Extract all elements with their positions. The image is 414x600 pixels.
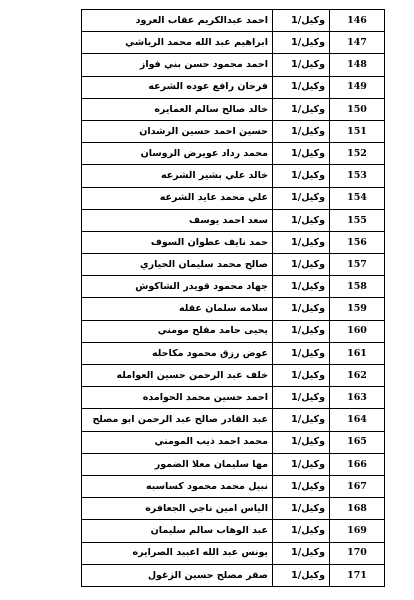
name-cell: صقر مصلح حسين الزغول [82,564,273,586]
name-cell: سعد احمد يوسف [82,209,273,231]
rank-cell: وكيل/1 [273,542,330,564]
name-cell: احمد عبدالكريم عقاب العرود [82,10,273,32]
table-row [82,32,385,54]
row-number-cell: 168 [330,498,385,520]
rank-cell: وكيل/1 [273,98,330,120]
row-number-cell: 147 [330,32,385,54]
rank-cell: وكيل/1 [273,120,330,142]
table-row [82,120,385,142]
name-cell: جهاد محمود قويدر الشاكوش [82,276,273,298]
rank-cell: وكيل/1 [273,276,330,298]
row-number-cell: 153 [330,165,385,187]
name-cell: يونس عبد الله اعبيد الصرايره [82,542,273,564]
rank-cell: وكيل/1 [273,54,330,76]
name-cell: ابراهيم عبد الله محمد الرياشي [82,32,273,54]
rank-cell: وكيل/1 [273,10,330,32]
table-row [82,475,385,497]
row-number-cell: 163 [330,387,385,409]
rank-cell: وكيل/1 [273,564,330,586]
table-row [82,187,385,209]
row-number-cell: 165 [330,431,385,453]
row-number-cell: 167 [330,475,385,497]
table-row [82,165,385,187]
name-cell: سلامه سلمان عقله [82,298,273,320]
rank-cell: وكيل/1 [273,342,330,364]
rank-cell: وكيل/1 [273,209,330,231]
row-number-cell: 155 [330,209,385,231]
row-number-cell: 162 [330,365,385,387]
row-number-cell: 148 [330,54,385,76]
name-cell: صالح محمد سليمان الحياري [82,254,273,276]
row-number-cell: 159 [330,298,385,320]
table-row [82,54,385,76]
name-cell: احمد محمود حسن بني فواز [82,54,273,76]
rank-cell: وكيل/1 [273,298,330,320]
name-cell: عبد القادر صالح عبد الرحمن ابو مصلح [82,409,273,431]
rank-cell: وكيل/1 [273,520,330,542]
name-cell: خالد صالح سالم العمايره [82,98,273,120]
rank-cell: وكيل/1 [273,231,330,253]
rank-cell: وكيل/1 [273,387,330,409]
name-cell: فرحان رافع عوده الشرعه [82,76,273,98]
name-cell: يحيى حامد مفلح مومني [82,320,273,342]
name-cell: الياس امين ناجي الجعافره [82,498,273,520]
table-row [82,365,385,387]
table-row [82,231,385,253]
row-number-cell: 150 [330,98,385,120]
row-number-cell: 164 [330,409,385,431]
table-row [82,98,385,120]
rank-cell: وكيل/1 [273,143,330,165]
row-number-cell: 156 [330,231,385,253]
name-cell: حسين احمد حسين الرشدان [82,120,273,142]
row-number-cell: 152 [330,143,385,165]
rank-cell: وكيل/1 [273,320,330,342]
rank-cell: وكيل/1 [273,453,330,475]
name-cell: خلف عبد الرحمن حسين العوامله [82,365,273,387]
row-number-cell: 146 [330,10,385,32]
row-number-cell: 157 [330,254,385,276]
name-cell: عوض رزق محمود مكاحله [82,342,273,364]
rank-cell: وكيل/1 [273,409,330,431]
rank-cell: وكيل/1 [273,254,330,276]
rank-cell: وكيل/1 [273,365,330,387]
table-row [82,431,385,453]
row-number-cell: 171 [330,564,385,586]
row-number-cell: 169 [330,520,385,542]
table-body [82,10,385,587]
rank-cell: وكيل/1 [273,165,330,187]
name-cell: علي محمد عايد الشرعه [82,187,273,209]
row-number-cell: 170 [330,542,385,564]
name-cell: عبد الوهاب سالم سليمان [82,520,273,542]
row-number-cell: 161 [330,342,385,364]
name-cell: محمد رداد عويرض الروسان [82,143,273,165]
table-row [82,564,385,586]
row-number-cell: 160 [330,320,385,342]
table-row [82,10,385,32]
table-row [82,320,385,342]
table-row [82,387,385,409]
table-row [82,453,385,475]
table-row [82,76,385,98]
name-cell: خالد علي بشير الشرعه [82,165,273,187]
rank-cell: وكيل/1 [273,76,330,98]
rank-cell: وكيل/1 [273,498,330,520]
personnel-table [81,9,385,587]
table-row [82,298,385,320]
row-number-cell: 154 [330,187,385,209]
rank-cell: وكيل/1 [273,431,330,453]
table-row [82,276,385,298]
row-number-cell: 166 [330,453,385,475]
table-row [82,254,385,276]
table-row [82,498,385,520]
rank-cell: وكيل/1 [273,475,330,497]
name-cell: محمد احمد ذيب المومني [82,431,273,453]
name-cell: حمد نايف عطوان السوف [82,231,273,253]
rank-cell: وكيل/1 [273,187,330,209]
name-cell: احمد حسين محمد الحوامده [82,387,273,409]
name-cell: مها سليمان معلا الضمور [82,453,273,475]
table-row [82,342,385,364]
table-row [82,143,385,165]
rank-cell: وكيل/1 [273,32,330,54]
row-number-cell: 149 [330,76,385,98]
row-number-cell: 158 [330,276,385,298]
table-row [82,409,385,431]
name-cell: نبيل محمد محمود كساسبه [82,475,273,497]
table-row [82,209,385,231]
table-row [82,542,385,564]
row-number-cell: 151 [330,120,385,142]
table-row [82,520,385,542]
